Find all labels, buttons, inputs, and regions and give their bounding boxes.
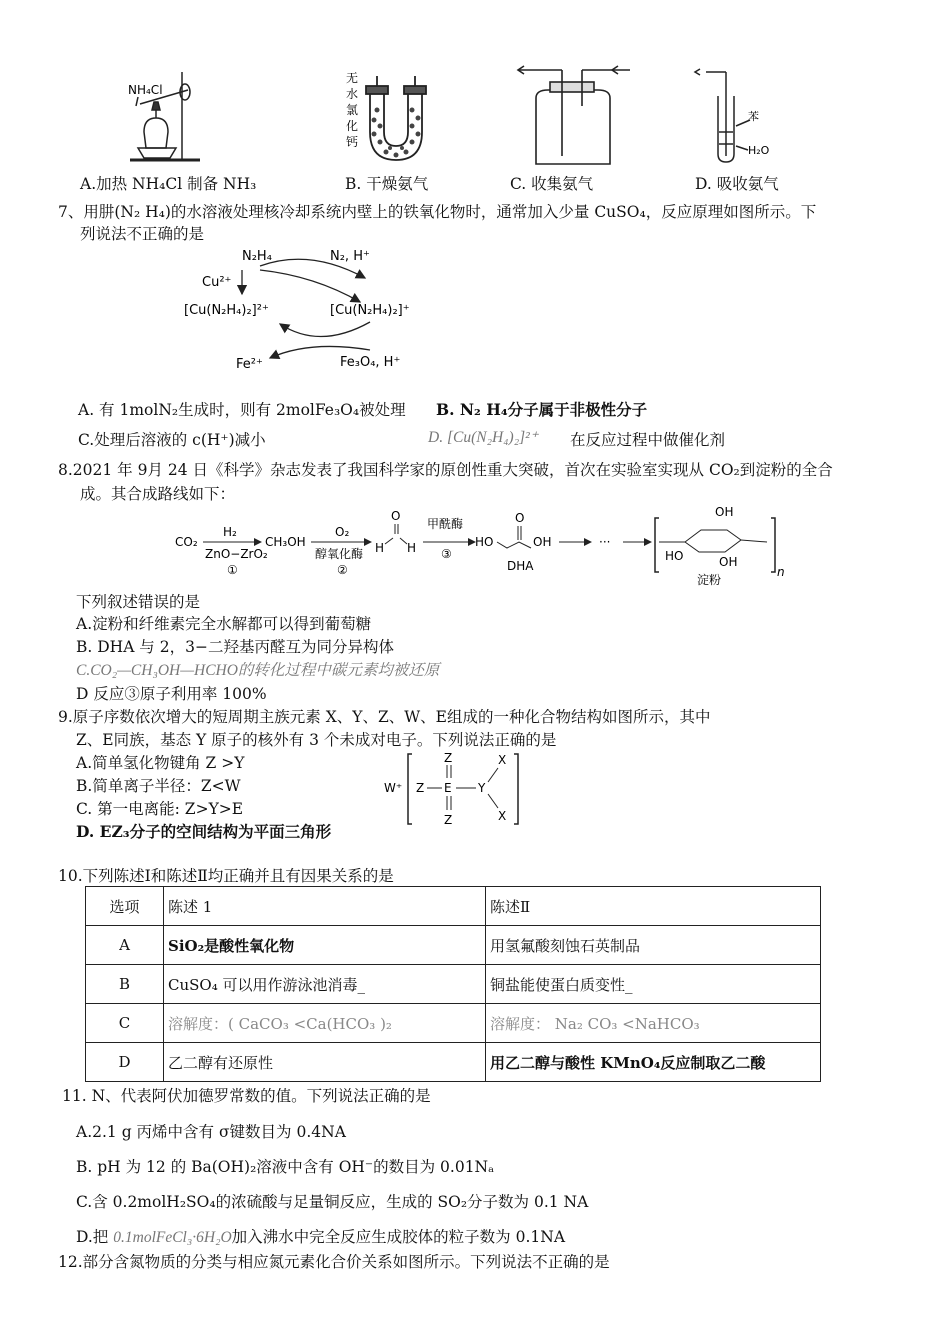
complex-2plus-label: [Cu(N₂H₄)₂]²⁺: [184, 303, 269, 318]
calcium-chloride-granules: [372, 108, 421, 158]
z-bottom-label: Z: [444, 813, 453, 827]
alcohol-oxidase-label: 醇氧化酶: [315, 547, 364, 561]
dha-o-label: O: [515, 511, 525, 525]
gas-collecting-bottle-figure: [518, 66, 630, 164]
absorption-tube-figure: [695, 69, 750, 162]
svg-text:化: 化: [346, 119, 359, 133]
step3-label: ③: [441, 547, 452, 561]
row-b-option: B: [86, 965, 164, 1004]
starch-oh1-label: OH: [715, 505, 734, 519]
ellipsis-label: ···: [599, 535, 611, 549]
step1-label: ①: [227, 563, 238, 577]
q9-option-a: A.简单氢化物键角 Z >Y: [76, 754, 245, 772]
catalyst-label: ZnO−ZrO₂: [205, 547, 268, 561]
x-bottom-label: X: [498, 809, 507, 823]
fe2-label: Fe²⁺: [236, 357, 263, 372]
bottom-cycle-arrow: [280, 322, 370, 337]
q12-stem: 12.部分含氮物质的分类与相应氮元素化合价关系如图所示。下列说法不正确的是: [58, 1253, 610, 1271]
row-a-statement-1: SiO₂是酸性氧化物: [164, 926, 486, 965]
starch-oh2-label: OH: [719, 555, 738, 569]
row-b-statement-2: 铜盐能使蛋白质变性_: [486, 965, 821, 1004]
q7-option-a: A. 有 1molN₂生成时，则有 2molFe₃O₄被处理: [78, 401, 406, 419]
q11-option-d-suffix: 加入沸水中完全反应生成胶体的粒子数为 0.1NA: [231, 1228, 566, 1246]
q11-stem: 11. N、代表阿伏加德罗常数的值。下列说法正确的是: [62, 1087, 431, 1105]
upper-cross-arrow: [260, 270, 360, 302]
cu2-label: Cu²⁺: [202, 275, 232, 290]
q9-stem-line1: 9.原子序数依次增大的短周期主族元素 X、Y、Z、W、E组成的一种化合物结构如图所示，其中: [58, 708, 711, 726]
o2-label: O₂: [335, 525, 350, 539]
formolase-label: 甲酰酶: [427, 517, 464, 531]
q8-option-d: D 反应③原子利用率 100%: [76, 685, 267, 703]
w-cation-label: W⁺: [384, 781, 403, 795]
q11-option-c: C.含 0.2molH₂SO₄的浓硫酸与足量铜反应，生成的 SO₂分子数为 0.1 NA: [76, 1193, 589, 1211]
table-header-row: [86, 887, 821, 926]
step2-label: ②: [337, 563, 348, 577]
q10-stem: 10.下列陈述Ⅰ和陈述Ⅱ均正确并且有因果关系的是: [58, 867, 394, 885]
z-left-label: Z: [416, 781, 425, 795]
q6-option-a: A.加热 NH₄Cl 制备 NH₃: [80, 175, 257, 193]
complex-1plus-label: [Cu(N₂H₄)₂]⁺: [330, 303, 410, 318]
q6-option-d: D. 吸收氨气: [695, 175, 779, 193]
n2h4-label: N₂H₄: [242, 249, 272, 264]
q7-option-b: B. N₂ H₄分子属于非极性分子: [436, 400, 648, 419]
table-row: [86, 926, 821, 965]
row-d-statement-2: 用乙二醇与酸性 KMnO₄反应制取乙二酸: [486, 1043, 821, 1082]
q8-option-a: A.淀粉和纤维素完全水解都可以得到葡萄糖: [76, 615, 372, 633]
q8-stem-line2: 成。其合成路线如下：: [80, 485, 236, 503]
y-label: Y: [478, 781, 486, 795]
formaldehyde-h1-label: H: [375, 541, 385, 555]
ch3oh-label: CH₃OH: [265, 535, 306, 549]
z-top-label: Z: [444, 751, 453, 765]
q7-option-d-formula: D. [Cu(N₂H₄)₂]²⁺: [428, 429, 538, 446]
q8-prompt: 下列叙述错误的是: [76, 593, 201, 611]
row-c-statement-2: 溶解度： Na₂ CO₃ <NaHCO₃: [486, 1004, 821, 1043]
repeat-n-label: n: [777, 565, 785, 579]
dha-oh-label: OH: [533, 535, 552, 549]
q9-stem-line2: Z、E同族，基态 Y 原子的核外有 3 个未成对电子。下列说法正确的是: [76, 731, 557, 749]
q6-option-c: C. 收集氨气: [510, 175, 594, 193]
starch-ho-label: HO: [665, 549, 684, 563]
q11-option-d-prefix: D.把: [76, 1228, 109, 1246]
svg-text:氯: 氯: [346, 103, 359, 117]
q9-structure-figure: [380, 750, 540, 828]
q9-option-d: D. EZ₃分子的空间结构为平面三角形: [76, 822, 332, 841]
table-row: [86, 965, 821, 1004]
row-a-statement-2: 用氢氟酸刻蚀石英制品: [486, 926, 821, 965]
header-option: 选项: [86, 887, 164, 926]
q7-option-c: C.处理后溶液的 c(H⁺)减小: [78, 431, 266, 449]
h2-label: H₂: [223, 525, 237, 539]
q9-option-b: B.简单离子半径：Z<W: [76, 777, 241, 795]
x-top-label: X: [498, 753, 507, 767]
q11-option-d-formula: 0.1molFeCl₃·6H₂O: [113, 1229, 232, 1246]
fe3o4-label: Fe₃O₄, H⁺: [340, 355, 401, 370]
q9-option-c: C. 第一电离能: Z>Y>E: [76, 800, 244, 818]
q7-option-d-text: 在反应过程中做催化剂: [570, 431, 726, 449]
n2-h-label: N₂, H⁺: [330, 249, 370, 264]
anhydrous-cacl2-label: [346, 71, 358, 149]
row-c-option: C: [86, 1004, 164, 1043]
row-b-statement-1: CuSO₄ 可以用作游泳池消毒_: [164, 965, 486, 1004]
q8-synthesis-route: [175, 504, 785, 588]
table-row: [86, 1004, 821, 1043]
formaldehyde-h2-label: H: [407, 541, 417, 555]
q8-option-c: C.CO₂—CH₃OH—HCHO的转化过程中碳元素均被还原: [76, 662, 440, 679]
q11-option-d: [76, 1225, 565, 1247]
q10-table: [85, 886, 821, 1082]
dha-label: DHA: [507, 559, 534, 573]
table-row: [86, 1043, 821, 1082]
q8-option-b: B. DHA 与 2，3−二羟基丙醛互为同分异构体: [76, 638, 394, 656]
svg-text:钙: 钙: [346, 135, 359, 149]
q7-reaction-cycle-diagram: [180, 240, 470, 380]
row-d-option: D: [86, 1043, 164, 1082]
benzene-label: 苯: [748, 110, 759, 123]
apparatus-figures: [100, 62, 820, 172]
header-statement-2: 陈述Ⅱ: [486, 887, 821, 926]
dha-ho-label: HO: [475, 535, 494, 549]
svg-text:无: 无: [346, 71, 359, 85]
starch-label: 淀粉: [697, 573, 722, 587]
water-label: H₂O: [748, 144, 770, 157]
header-statement-1: 陈述 1: [164, 887, 486, 926]
row-d-statement-1: 乙二醇有还原性: [164, 1043, 486, 1082]
nh4cl-label: NH₄Cl: [128, 83, 163, 97]
co2-label: CO₂: [175, 535, 198, 549]
e-center-label: E: [444, 781, 452, 795]
q7-stem-line1: 7、用肼(N₂ H₄)的水溶液处理核冷却系统内壁上的铁氧化物时，通常加入少量 CuSO₄，反应原理如图所示。下: [58, 203, 817, 221]
q11-option-b: B. pH 为 12 的 Ba(OH)₂溶液中含有 OH⁻的数目为 0.01Nₐ: [76, 1158, 495, 1176]
q8-stem-line1: 8.2021 年 9月 24 日《科学》杂志发表了我国科学家的原创性重大突破，首次在实验室实现从 CO₂到淀粉的全合: [58, 461, 833, 479]
q7-stem-line2: 列说法不正确的是: [80, 225, 205, 243]
row-a-option: A: [86, 926, 164, 965]
svg-text:水: 水: [346, 87, 359, 101]
q6-option-b: B. 干燥氨气: [345, 175, 429, 193]
formaldehyde-o-label: O: [391, 509, 401, 523]
q11-option-a: A.2.1 g 丙烯中含有 σ键数目为 0.4NA: [76, 1123, 346, 1141]
row-c-statement-1: 溶解度：( CaCO₃ <Ca(HCO₃ )₂: [164, 1004, 486, 1043]
